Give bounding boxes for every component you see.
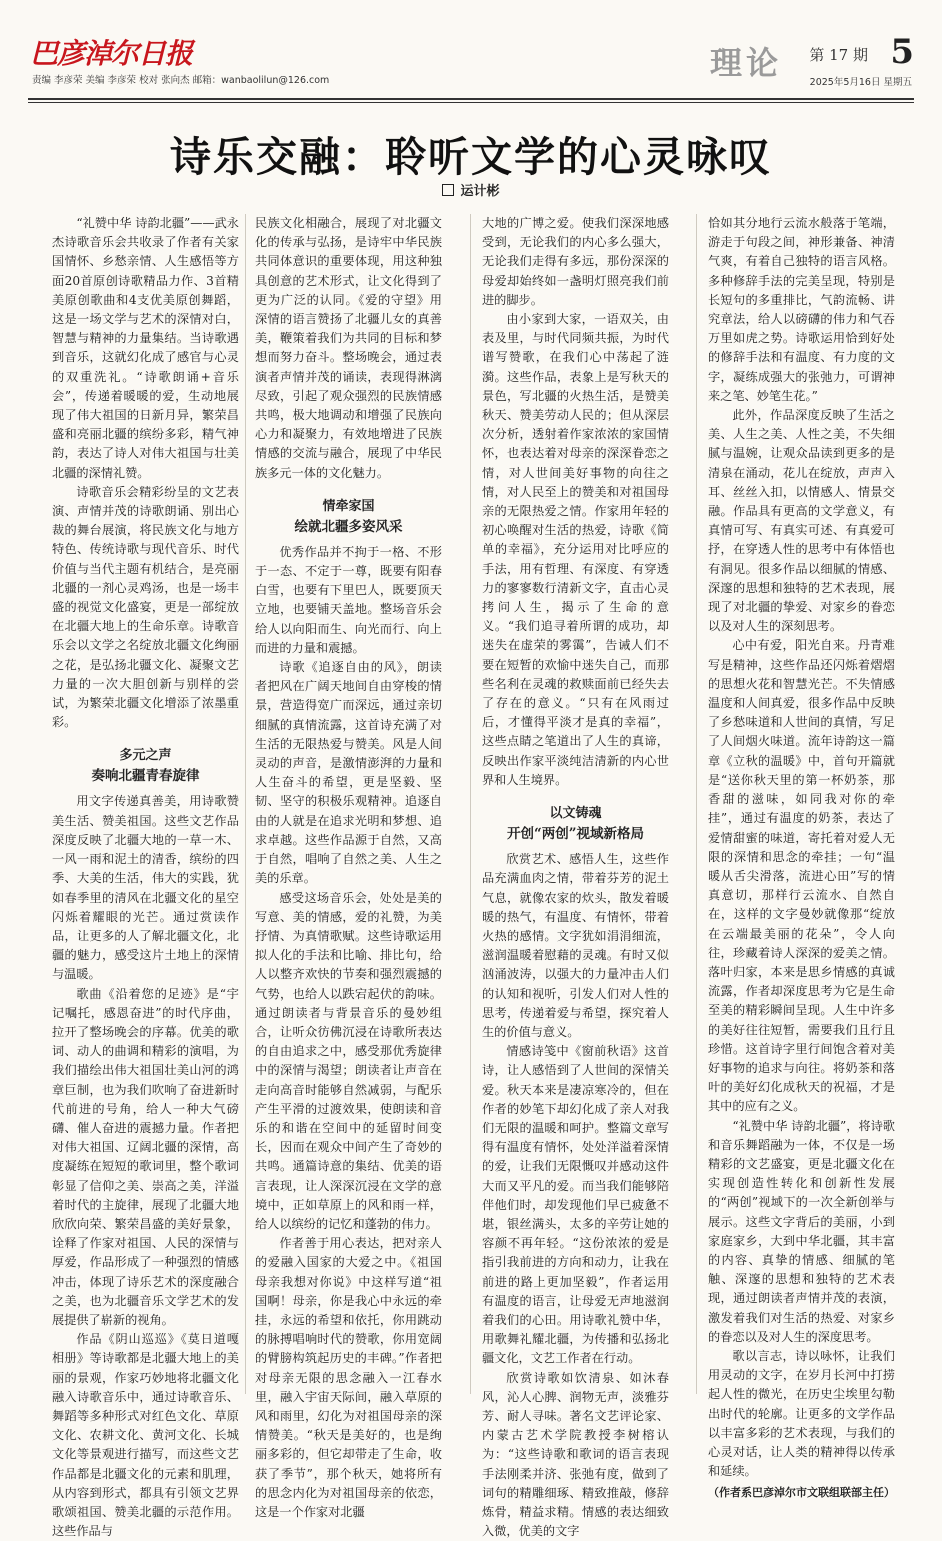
paragraph: 大地的广博之爱。使我们深深地感受到，无论我们的内心多么强大，无论我们走得有多远，那份深深的母爱却始终如一盏明灯照亮我们前进的脚步。 [482,216,669,307]
header-rule [28,98,914,100]
paragraph: 心中有爱，阳光自来。丹青难写是精神，这些作品还闪烁着熠熠的思想火花和智慧光芒。不失情感温度和人间真爱，很多作品中反映了乡愁味道和人世间的真情，写足了人间烟火味道。流年诗韵这一篇章《立秋的温暖》中，首句开篇就是“送你秋天里的第一杯奶茶，那香甜的滋味，如同我对你的牵挂”，通过有温度的奶茶，表达了爱情甜蜜的味道，寄托着对爱人无限的深情和思念的牵挂；一句“温暖从舌尖滑落，流进心田”写的情真意切，那样行云流水、自然自在，这样的文字曼妙就像那“绽放在云端最美丽的花朵”，令人向往，珍藏着诗人深深的爱美之情。落叶归家，本来是思乡情感的真诚流露，作者却深度思考为它是生命至美的精彩瞬间呈现。人生中许多的美好往往短暂，需要我们且行且珍惜。这首诗字里行间饱含着对美好事物的追求与向往。将奶茶和落叶的美好幻化成秋天的祝福，才是其中的应有之义。 [708,638,895,1114]
paragraph: 欣赏艺术、感悟人生，这些作品充满血肉之情，带着芬芳的泥土气息，就像农家的炊头，散发着暖暖的热气，有温度、有情怀，带着火热的感情。文字犹如涓涓细流，滋润温暖着慰藉的灵魂。有时又似汹涌波涛，以强大的力量冲击人们的认知和视听，引发人们对人性的思考，传递着爱与希望，探究着人生的价值与意义。 [482,852,669,1039]
masthead [28,30,914,98]
header-rule-thin [28,102,914,103]
author-note: （作者系巴彦淖尔市文联组联部主任） [708,1486,895,1500]
column-divider [245,214,246,1394]
article-title: 诗乐交融：聆听文学的心灵咏叹 [170,133,772,181]
subheading-1 [52,746,239,786]
paragraph: “礼赞中华 诗韵北疆”，将诗歌和音乐舞蹈融为一体，不仅是一场精彩的文艺盛宴，更是北疆文化在实现创造性转化和创新性发展的“两创”视域下的一次全新创举与展示。这些文字背后的美丽，小到家庭家乡，大到中华北疆，其丰富的内容、真挚的情感、细腻的笔触、深邃的思想和独特的艺术表现，通过朗读者声情并茂的表演，激发着我们对生活的热爱、对家乡的眷恋以及对人生的深度思考。 [708,1118,895,1344]
paragraph: 欣赏诗歌如饮清泉、如沐春风，沁人心脾、润物无声，淡雅芬芳、耐人寻味。著名文艺评论家、内蒙古艺术学院教授李树榕认为：“这些诗歌和歌词的语言表现手法刚柔并济、张弛有度，做到了词句的精雕细琢、精致推敲，修辞炼骨，精益求精。情感的表达细致入微，优美的文字 [482,1370,669,1539]
paragraph: 由小家到大家，一语双关，由表及里，与时代同频共振，为时代谱写赞歌，在我们心中荡起了涟漪。这些作品，表象上是写秋天的景色，写北疆的火热生活，是赞美秋天、赞美劳动人民的；但从深层次分析，透射着作家浓浓的家国情怀，也表达着对母亲的深深眷恋之情，对人世间美好事物的向往之情，对人民至上的赞美和对祖国母亲的无限热爱之情。作家用年轻的初心唤醒对生活的热爱，诗歌《简单的幸福》，充分运用对比呼应的手法，用有哲理、有深度、有穿透力的寥寥数行清新文字，直击心灵拷问人生，揭示了生命的意义。“我们追寻着所谓的成功，却迷失在虚荣的雾霭”，告诫人们不要在短暂的欢愉中迷失自己，而那些名利在灵魂的救赎面前已经失去了存在的意义。“只有在风雨过后，才懂得平淡才是真的幸福”，这些点睛之笔道出了人生的真谛，反映出作家平淡纯洁清新的内心世界和人生境界。 [482,312,669,787]
author-name: 运计彬 [460,184,500,199]
subheading-main: 绘就北疆多姿风采 [294,518,403,535]
paragraph: 用文字传递真善美，用诗歌赞美生活、赞美祖国。这些文艺作品深度反映了北疆大地的一草一木、一风一雨和泥土的清香，缤纷的四季、大美的生活，伟大的实践，犹如春季里的清风在北疆文化的星空闪烁着耀眼的光芒。通过赏读作品，让更多的人了解北疆文化，北疆的魅力，感受这片土地上的深情与温暖。 [52,794,239,982]
column-3 [482,214,669,1539]
subheading-3 [482,804,669,844]
paragraph: 优秀作品并不拘于一格、不形于一态、不定于一尊，既要有阳春白雪，也要有下里巴人，既要顶天立地，也要铺天盖地。整场音乐会给人以向阳而生、向光而行、向上而进的力量和震撼。 [255,544,442,655]
newspaper-logo: 巴彦淖尔日报 [30,37,193,70]
column-2 [255,214,442,1519]
column-divider [696,214,697,1394]
paragraph: 民族文化相融合，展现了对北疆文化的传承与弘扬，是诗牢中华民族共同体意识的重要体现，用这种独具创意的艺术形式，让文化得到了更为广泛的认同。《爱的守望》用深情的语言赞扬了北疆儿女的真善美，鞭策着我们为共同的目标和梦想而努力奋斗。整场晚会，通过表演者声情并茂的诵读，表现得淋漓尽致，引起了观众强烈的民族情感共鸣，极大地调动和增强了民族向心力和凝聚力，有效地增进了民族情感的交流与融合，展现了中华民族多元一体的文化魅力。 [255,216,442,480]
byline [0,180,942,199]
column-1 [52,214,239,1539]
paragraph: 此外，作品深度反映了生活之美、人生之美、人性之美，不失细腻与温婉，让观众品读到更多的是清泉在涌动，花儿在绽放，声声入耳、丝丝入扣，以情感人、情景交融。作品具有更高的文学意义，有真情可写、有真实可述、有真爱可抒，在穿透人性的思考中有体悟也有洞见。很多作品以细腻的情感、深邃的思想和独特的艺术表现，展现了对北疆的挚爱、对家乡的眷恋以及对人生的深刻思考。 [708,408,895,634]
section-name: 理论 [709,44,782,82]
paragraph: 歌以言志，诗以咏怀，让我们用灵动的文字，在岁月长河中打捞起人性的微光，在历史尘埃里勾勒出时代的轮廓。让更多的文学作品以丰富多彩的艺术表现，与我们的心灵对话，让人类的精神得以传承和延续。 [708,1348,895,1479]
page-number: 5 [890,32,914,72]
paragraph: 诗歌《追逐自由的风》，朗读者把风在广阔天地间自由穿梭的情景，营造得宽广而深远，通过亲切细腻的真情流露，这首诗充满了对生活的无限热爱与赞美。风是人间灵动的声音，是激情澎湃的力量和人生奋斗的希望，更是坚毅、坚韧、坚守的积极乐观精神。追逐自由的人就是在追求光明和梦想、追求卓越。这些作品源于自然，又高于自然，唱响了自然之美、人生之美的乐章。 [255,660,442,886]
paragraph: 情感诗笺中《窗前秋语》这首诗，让人感悟到了人世间的深情关爱。秋天本来是凄凉寒冷的，但在作者的妙笔下却幻化成了亲人对我们无限的温暖和呵护。整篇文章写得有温度有情怀，处处洋溢着深情的爱，让我们无限慨叹并感动这件大而又平凡的爱。而当我们能够陪伴他们时，却发现他们早已疲惫不堪，银丝满头，太多的辛劳让她的容颜不再年轻。“这份浓浓的爱是指引我前进的方向和动力，让我在前进的路上更加坚毅”，作者运用有温度的语言，让母爱无声地滋润着我们的心田。用诗歌礼赞中华，用歌舞礼耀北疆，为传播和弘扬北疆文化，文艺工作者在行动。 [482,1044,669,1366]
subheading-main: 开创“两创”视域新格局 [506,826,645,843]
subheading-kicker: 多元之声 [119,748,172,764]
paragraph: 歌曲《沿着您的足迹》是“宇记嘱托，感恩奋进”的时代序曲，拉开了整场晚会的序幕。优美的歌词、动人的曲调和精彩的演唱，为我们描绘出伟大祖国壮美山河的鸿章巨制，也为我们吹响了奋进新时代前进的号角，给人一种大气磅礴、催人奋进的震撼力量。作者把对伟大祖国、辽阔北疆的深情，高度凝练在短短的歌词里，整个歌词彰显了信仰之美、崇高之美，洋溢着时代的主旋律，展现了北疆大地欣欣向荣、繁荣昌盛的美好景象，诠释了作家对祖国、人民的深情与厚爱，作品形成了一种强烈的情感冲击，体现了诗乐艺术的深度融合之美，也为北疆音乐文学艺术的发展提供了崭新的视角。 [52,986,239,1327]
issue-number: 第 17 期 [809,46,868,64]
paragraph: “礼赞中华 诗韵北疆”——武永杰诗歌音乐会共收录了作者有关家国情怀、乡愁亲情、人生感悟等方面20首原创诗歌精品力作、3首精美原创歌曲和4支优美原创舞蹈，这是一场文学与艺术的深情对白，智慧与精神的力量集结。当诗歌遇到音乐，这就幻化成了感官与心灵的双重洗礼。“诗歌朗诵+音乐会”，传递着暖暖的爱，生动地展现了伟大祖国的日新月异，繁荣昌盛和亮丽北疆的缤纷多彩，精气神韵，表达了诗人对伟大祖国与壮美北疆的深情礼赞。 [52,216,239,480]
subheading-main: 奏响北疆青春旋律 [91,768,200,785]
byline-box-icon [442,184,454,196]
paragraph: 感受这场音乐会，处处是美的写意、美的情感，爱的礼赞，为美抒情、为真情歌赋。这些诗歌运用拟人化的手法和比喻、排比句，给人以整齐欢快的节奏和强烈震撼的气势，也给人以跌宕起伏的韵味。通过朗读者与背景音乐的曼妙组合，让听众彷佛沉浸在诗歌所表达的自由追求之中，感受那优秀旋律中的深情与渴望；朗读者让声音在走向高音时能够自然减弱，与配乐产生平滑的过渡效果，使朗读和音乐的和谐在空间中的延留时间变长，因而在观众中间产生了奇妙的共鸣。通篇诗意的集结、优美的语言表现，让人深深沉浸在文学的意境中，正如草原上的风和雨一样，给人以缤纷的记忆和蓬勃的伟力。 [255,890,442,1231]
paragraph: 恰如其分地行云流水般落于笔端，游走于句段之间，神形兼备、神清气爽，有着自己独特的语言风格。多种修辞手法的完美呈现，特别是长短句的多重排比，气韵流畅、讲究章法，给人以磅礴的伟力和气吞万里如虎之势。诗歌运用恰到好处的修辞手法和有温度、有力度的文字，凝练成强大的张弛力，可谓神来之笔、妙笔生花。” [708,216,895,403]
paragraph: 诗歌音乐会精彩纷呈的文艺表演、声情并茂的诗歌朗诵、别出心裁的舞台展演，将民族文化与地方特色、传统诗歌与现代音乐、时代价值与当代主题有机结合，是亮丽北疆的一剂心灵鸡汤，也是一场丰盛的视觉文化盛宴，更是一部绽放在北疆大地上的生命乐章。诗歌音乐会以文学之名绽放北疆文化绚丽之花，是弘扬北疆文化、凝聚文艺力量的一次大胆创新与别样的尝试，为繁荣北疆文化增添了浓墨重彩。 [52,484,239,730]
subheading-kicker: 以文铸魂 [549,806,602,822]
column-4 [708,214,895,1500]
publication-date: 2025年5月16日 星期五 [809,77,912,88]
paragraph: 作者善于用心表达，把对亲人的爱融入国家的大爱之中。《祖国母亲我想对你说》中这样写道“祖国啊！母亲，你是我心中永远的牵挂，永远的希望和依托，你用跳动的脉搏唱响时代的赞歌，你用宽阔的臂膀构筑起历史的丰碑。”作者把对母亲无限的思念融入一江春水里，融入宇宙天际间，融入草原的风和雨里，幻化为对祖国母亲的深情赞美。“秋天是美好的，也是绚丽多彩的，但它却带走了生命，收获了季节”，那个秋天，她将所有的思念内化为对祖国母亲的依恋，这是一个作家对北疆 [255,1236,442,1519]
subheading-2 [255,497,442,537]
subheading-kicker: 情牵家国 [322,498,375,514]
column-divider [470,214,471,1394]
paragraph: 作品《阴山巡巡》《莫日道嘎相册》等诗歌都是北疆大地上的美丽的景观，作家巧妙地将北疆文化融入诗歌音乐中，通过诗歌音乐、舞蹈等多种形式对红色文化、草原文化、农耕文化、黄河文化、长城文化等景观进行描写，而这些文艺作品都是北疆文化的元素和肌理，从内容到形式，都具有引领文艺界歌颂祖国、赞美北疆的示范作用。这些作品与 [52,1332,239,1539]
editor-credits: 责编 李彦荣 美编 李彦荣 校对 张向杰 邮箱：wanbaolilun@126.com [32,75,330,86]
